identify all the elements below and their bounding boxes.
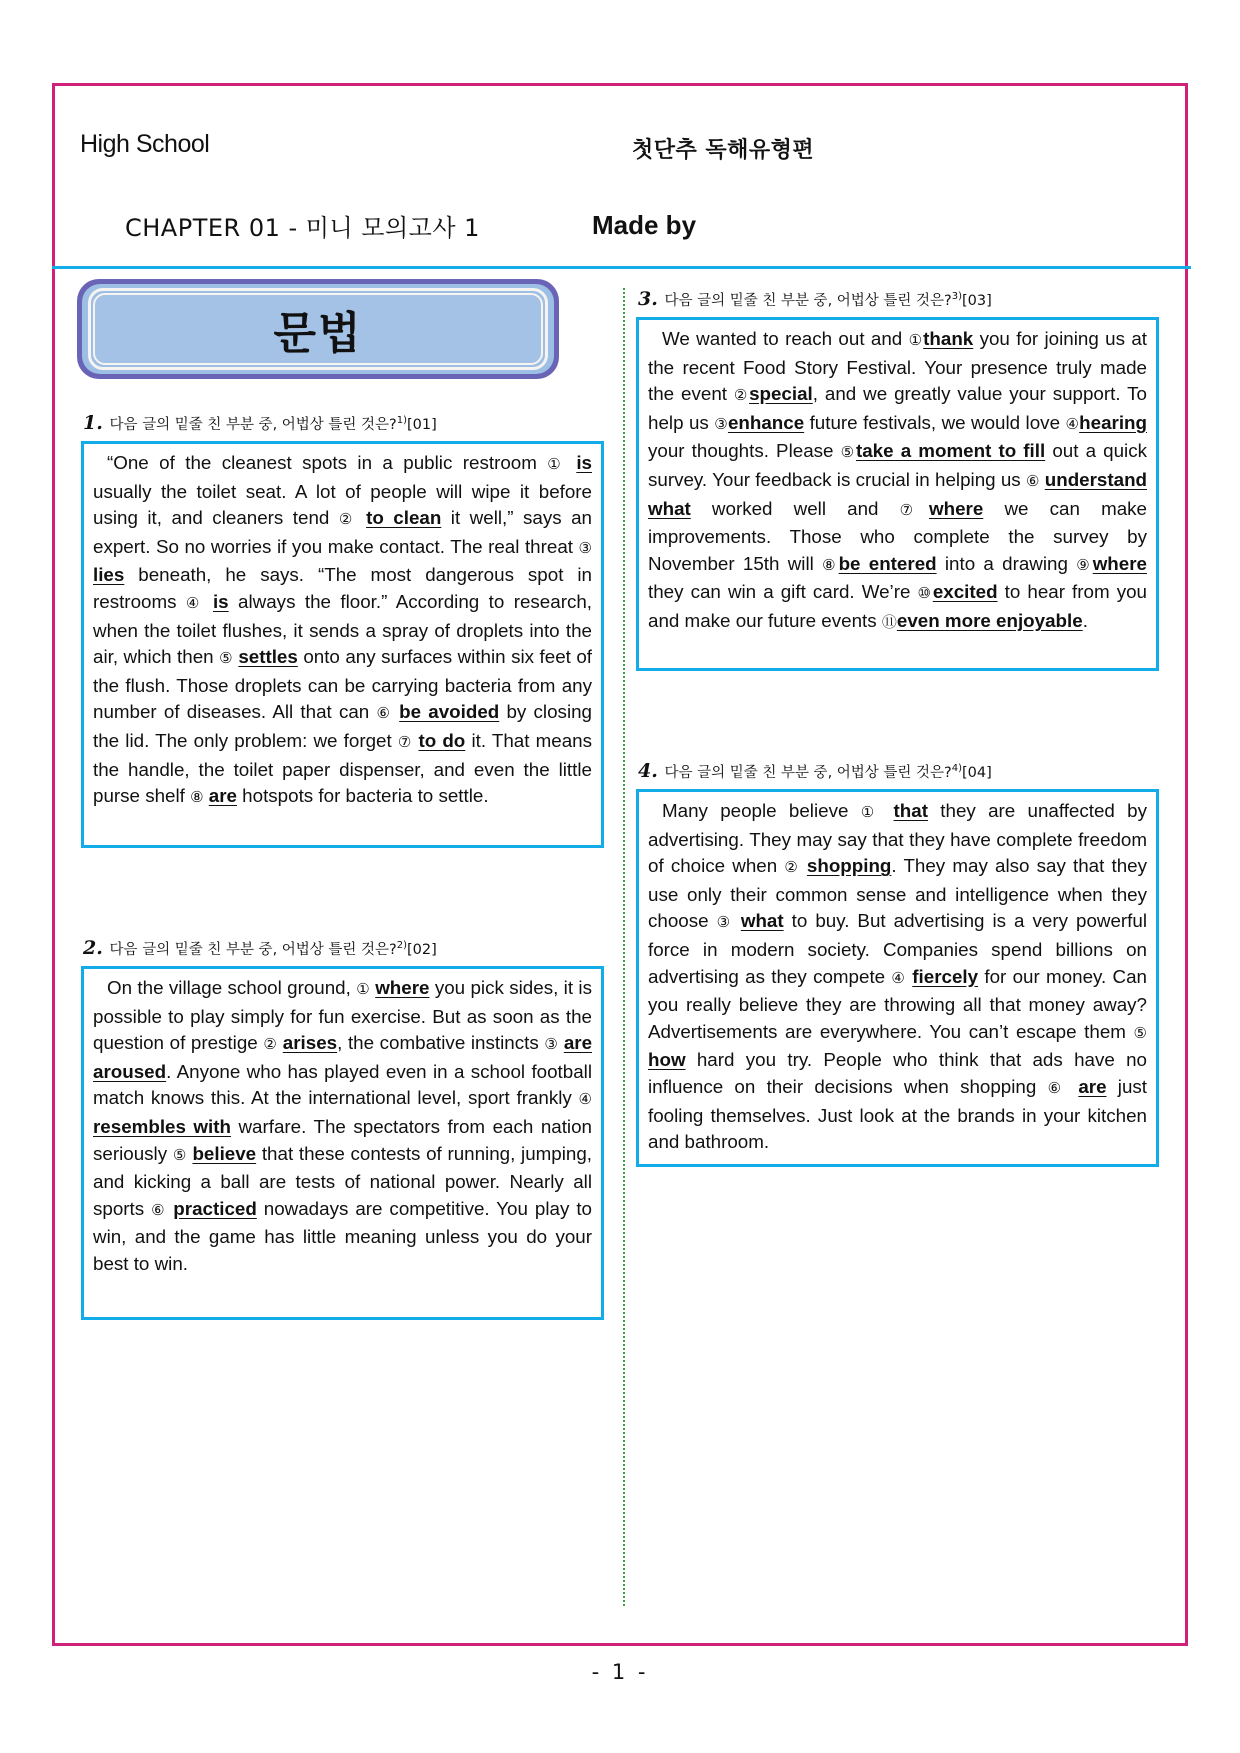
question-2-passage: On the village school ground, ① where you pick sides, it is possible to play simply for fun exercise. But as soon as the question of prestige ② arises, the combative instincts ③ are aroused. Anyone who has played even in a school football match knows this. At the international level, sport frankly ④ resembles with warfare. The spectators from each nation seriously ⑤ believe that these contests of running, jumping, and kicking a ball are tests of national power. Nearly all sports ⑥ practiced nowadays are competitive. You play to win, and the game has little meaning unless you do your best to win.: [81, 966, 604, 1320]
underlined-choice: where: [1092, 552, 1147, 574]
underlined-choice: where: [375, 977, 430, 998]
underlined-choice: take a moment to fill: [855, 440, 1046, 462]
choice-number: ②: [733, 387, 750, 405]
choice-number: ③: [544, 1036, 559, 1054]
question-2-prompt: 2. 다음 글의 밑줄 친 부분 중, 어법상 틀린 것은?$^{2)}$[02]: [83, 937, 437, 959]
underlined-choice: excited: [932, 581, 998, 603]
underlined-choice: fiercely: [912, 965, 979, 987]
underlined-choice: are aroused: [93, 1032, 593, 1082]
choice-number: ④: [891, 969, 906, 987]
section-title: 문법: [273, 308, 363, 359]
choice-number: ⑧: [822, 556, 839, 574]
question-4-prompt: 4. 다음 글의 밑줄 친 부분 중, 어법상 틀린 것은?$^{4)}$[04]: [638, 760, 992, 782]
choice-number: ①: [860, 804, 882, 821]
choice-number: ⑤: [219, 650, 233, 668]
underlined-choice: be avoided: [399, 701, 500, 723]
underlined-choice: is: [212, 590, 229, 612]
underlined-choice: believe: [192, 1142, 257, 1164]
choice-number: ⑨: [1076, 556, 1093, 574]
choice-number: ⑦: [899, 501, 930, 519]
choice-number: ⑪: [881, 613, 897, 631]
choice-number: ④: [578, 1091, 592, 1109]
choice-number: ⑤: [172, 1146, 187, 1164]
school-level: High School: [80, 130, 210, 158]
choice-number: ④: [1065, 415, 1080, 433]
underlined-choice: be entered: [838, 552, 937, 574]
underlined-choice: is: [576, 452, 592, 473]
choice-number: ⑤: [1133, 1024, 1147, 1042]
choice-number: ③: [578, 539, 592, 557]
header-divider: [52, 266, 1191, 269]
choice-number: ②: [263, 1036, 278, 1054]
choice-number: ⑥: [376, 705, 392, 723]
underlined-choice: how: [648, 1049, 686, 1071]
made-by-label: Made by: [592, 210, 697, 240]
question-3-prompt: 3. 다음 글의 밑줄 친 부분 중, 어법상 틀린 것은?$^{3)}$[03]: [638, 288, 992, 310]
section-banner: [77, 279, 559, 379]
choice-number: ③: [716, 914, 733, 932]
choice-number: ⑩: [917, 585, 933, 603]
underlined-choice: shopping: [806, 855, 892, 877]
choice-number: ④: [185, 594, 204, 612]
underlined-choice: practiced: [173, 1197, 257, 1219]
choice-number: ①: [356, 981, 370, 998]
underlined-choice: arises: [282, 1032, 338, 1054]
column-divider: [623, 288, 625, 1606]
choice-number: ⑥: [1025, 472, 1040, 490]
question-4-passage: Many people believe ① that they are unaffected by advertising. They may say that they have complete freedom of choice when ② shopping. They may also say that they use only their common sense and intelligence when they choose ③ what to buy. But advertising is a very powerful force in modern society. Companies spend billions on advertising as they compete ④ fiercely for our money. Can you really believe they are throwing all that money away? Advertisements are everywhere. You can’t escape them ⑤ how hard you try. People who think that ads have no influence on their decisions when shopping ⑥ are just fooling themselves. Just look at the brands in your kitchen and bathroom.: [636, 789, 1159, 1167]
underlined-choice: thank: [923, 328, 974, 349]
underlined-choice: lies: [93, 564, 125, 586]
choice-number: ③: [714, 415, 728, 433]
underlined-choice: even more enjoyable: [896, 609, 1083, 631]
underlined-choice: to do: [418, 729, 466, 751]
choice-number: ①: [547, 456, 566, 473]
underlined-choice: special: [749, 383, 813, 405]
underlined-choice: to clean: [366, 507, 442, 529]
underlined-choice: hearing: [1079, 411, 1147, 433]
choice-number: ①: [908, 332, 924, 349]
chapter-title: CHAPTER 01 - 미니 모의고사 1: [125, 214, 480, 242]
underlined-choice: are: [1078, 1075, 1107, 1097]
underlined-choice: understand what: [648, 468, 1148, 519]
underlined-choice: where: [929, 497, 984, 519]
underlined-choice: what: [740, 910, 784, 932]
choice-number: ②: [784, 859, 800, 877]
book-title: 첫단추 독해유형편: [632, 138, 815, 163]
choice-number: ⑧: [190, 789, 204, 807]
choice-number: ⑥: [151, 1201, 167, 1219]
underlined-choice: settles: [238, 646, 298, 668]
underlined-choice: that: [893, 800, 928, 821]
question-1-prompt: 1. 다음 글의 밑줄 친 부분 중, 어법상 틀린 것은?$^{1)}$[01]: [83, 412, 437, 434]
choice-number: ⑥: [1047, 1079, 1068, 1097]
page-number: - 1 -: [591, 1660, 649, 1684]
question-1-passage: “One of the cleanest spots in a public restroom ① is usually the toilet seat. A lot of people will wipe it before using it, and cleaners tend ② to clean it well,” says an expert. So no worries if you make contact. The real threat ③ lies beneath, he says. “The most dangerous spot in restrooms ④ is always the floor.” According to research, when the toilet flushes, it sends a spray of droplets into the air, which then ⑤ settles onto any surfaces within six feet of the flush. Those droplets can be carrying bacteria from any number of diseases. All that can ⑥ be avoided by closing the lid. The only problem: we forget ⑦ to do it. That means the handle, the toilet paper dispenser, and even the little purse shelf ⑧ are hotspots for bacteria to settle.: [81, 441, 604, 848]
underlined-choice: are: [208, 785, 237, 807]
choice-number: ⑤: [840, 444, 856, 462]
choice-number: ⑦: [397, 733, 413, 751]
choice-number: ②: [338, 511, 357, 529]
underlined-choice: enhance: [727, 411, 805, 433]
underlined-choice: resembles with: [93, 1115, 231, 1137]
question-3-passage: We wanted to reach out and ①thank you for joining us at the recent Food Story Festival. Your presence truly made the event ②special, and we greatly value your support. To help us ③enhance future festivals, we would love ④hearing your thoughts. Please ⑤take a moment to fill out a quick survey. Your feedback is crucial in helping us ⑥ understand what worked well and ⑦where we can make improvements. Those who complete the survey by November 15th will ⑧be entered into a drawing ⑨where they can win a gift card. We’re ⑩excited to hear from you and make our future events ⑪even more enjoyable.: [636, 317, 1159, 671]
